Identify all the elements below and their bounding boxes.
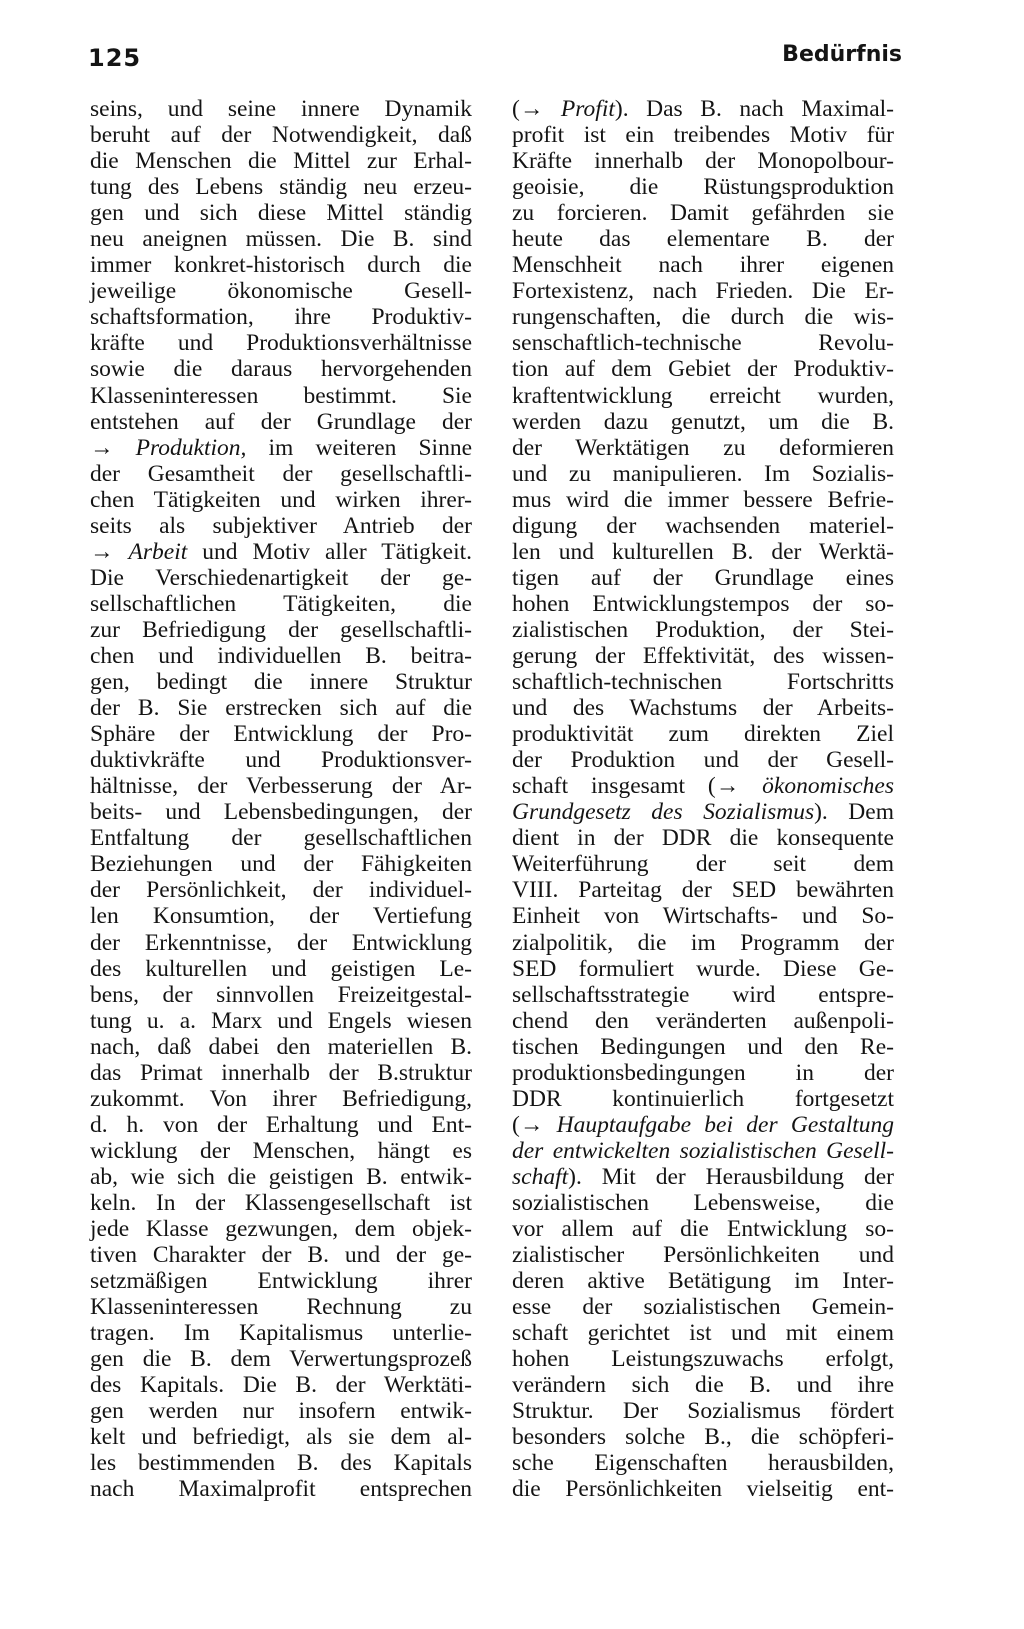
text-line <box>512 1424 894 1450</box>
text-segment: jede Klasse gezwungen, dem objek- <box>90 1216 472 1243</box>
right-text-column <box>512 96 894 1503</box>
text-segment: kräfte und Produktionsverhältnisse <box>90 330 472 357</box>
text-segment: Einheit von Wirtschafts- und So- <box>512 903 894 930</box>
text-line <box>90 1060 472 1086</box>
text-segment: bens, der sinnvollen Freizeitgestal- <box>90 981 472 1008</box>
text-line <box>90 304 472 330</box>
text-segment: chend den veränderten außenpoli- <box>512 1007 894 1034</box>
text-line <box>90 1320 472 1346</box>
text-segment: neu aneignen müssen. Die B. sind <box>90 226 472 253</box>
text-line <box>90 1190 472 1216</box>
text-segment: seins, und seine innere Dynamik <box>90 96 472 122</box>
text-segment: digung der wachsenden materiel- <box>512 512 894 539</box>
text-segment: hohen Entwicklungstempos der so- <box>512 590 894 617</box>
text-segment: Menschheit nach ihrer eigenen <box>512 252 894 279</box>
text-segment: keln. In der Klassengesellschaft ist <box>90 1189 472 1216</box>
text-line <box>512 1112 894 1138</box>
text-line <box>512 1320 894 1346</box>
text-line <box>512 174 894 200</box>
text-segment: chen und individuellen B. beitra- <box>90 642 472 669</box>
text-segment: vor allem auf die Entwicklung so- <box>512 1216 894 1243</box>
text-line <box>512 1216 894 1242</box>
text-segment: profit ist ein treibendes Motiv für <box>512 122 894 149</box>
text-line <box>512 1034 894 1060</box>
text-line <box>90 252 472 278</box>
text-line <box>512 200 894 226</box>
text-segment: esse der sozialistischen Gemein- <box>512 1294 894 1321</box>
text-segment: der Gesamtheit der gesellschaftli- <box>90 460 472 487</box>
text-line <box>512 825 894 851</box>
text-line <box>512 1294 894 1320</box>
text-segment: geoisie, die Rüstungsproduktion <box>512 174 894 201</box>
text-segment: zu forcieren. Damit gefährden sie <box>512 200 894 227</box>
text-line <box>90 825 472 851</box>
text-line <box>512 304 894 330</box>
text-segment: werden dazu genutzt, um die B. <box>512 408 894 435</box>
text-line <box>90 565 472 591</box>
text-segment: (→ <box>512 96 561 122</box>
text-line <box>512 1242 894 1268</box>
text-line <box>90 1268 472 1294</box>
text-line <box>512 1008 894 1034</box>
text-segment: deren aktive Betätigung im Inter- <box>512 1268 894 1295</box>
text-line <box>90 799 472 825</box>
text-line <box>512 1476 894 1502</box>
text-segment: (→ <box>512 1111 557 1138</box>
italic-text-segment: ökonomisches <box>762 773 894 800</box>
text-segment: die Menschen die Mittel zur Erhal- <box>90 148 472 175</box>
text-line <box>90 591 472 617</box>
text-segment: VIII. Parteitag der SED bewährten <box>512 877 894 904</box>
text-segment: heute das elementare B. der <box>512 226 894 253</box>
text-line <box>512 565 894 591</box>
text-segment: hohen Leistungszuwachs erfolgt, <box>512 1346 894 1373</box>
text-line <box>512 539 894 565</box>
text-line <box>512 747 894 773</box>
text-segment: len und kulturellen B. der Werktä- <box>512 538 894 565</box>
text-segment: ). Dem <box>814 799 894 826</box>
text-line <box>512 930 894 956</box>
text-segment: zialpolitik, die im Programm der <box>512 929 894 956</box>
text-segment: duktivkräfte und Produktionsver- <box>90 747 472 774</box>
text-line <box>90 356 472 382</box>
text-line <box>90 539 472 565</box>
text-line <box>90 487 472 513</box>
text-line <box>90 513 472 539</box>
text-line <box>512 982 894 1008</box>
text-segment: sellschaftlichen Tätigkeiten, die <box>90 590 472 617</box>
text-segment: der Persönlichkeit, der individuel- <box>90 877 472 904</box>
text-line <box>512 383 894 409</box>
text-line <box>90 1476 472 1502</box>
text-segment: Sphäre der Entwicklung der Pro- <box>90 721 472 748</box>
text-line <box>512 851 894 877</box>
text-segment: tragen. Im Kapitalismus unterlie- <box>90 1320 472 1347</box>
text-segment: schaftlich-technischen Fortschritts <box>512 669 894 696</box>
text-line <box>512 1372 894 1398</box>
text-segment: der Werktätigen zu deformieren <box>512 434 894 461</box>
text-line <box>512 252 894 278</box>
text-segment: Weiterführung der seit dem <box>512 851 894 878</box>
text-segment: ab, wie sich die geistigen B. entwik- <box>90 1163 472 1190</box>
text-segment: nach Maximalprofit entsprechen <box>90 1476 472 1503</box>
text-segment: tischen Bedingungen und den Re- <box>512 1033 894 1060</box>
text-segment: setzmäßigen Entwicklung ihrer <box>90 1268 472 1295</box>
text-line <box>512 591 894 617</box>
text-line <box>512 409 894 435</box>
text-line <box>512 96 894 122</box>
text-line <box>512 721 894 747</box>
text-segment: des kulturellen und geistigen Le- <box>90 955 472 982</box>
text-segment: d. h. von der Erhaltung und Ent- <box>90 1111 472 1138</box>
text-segment: sche Eigenschaften herausbilden, <box>512 1450 894 1477</box>
text-segment: wicklung der Menschen, hängt es <box>90 1137 472 1164</box>
text-line <box>90 1216 472 1242</box>
text-line <box>512 1268 894 1294</box>
text-line <box>90 226 472 252</box>
text-line <box>512 356 894 382</box>
text-line <box>90 148 472 174</box>
text-segment: schaft insgesamt (→ <box>512 773 763 800</box>
text-segment: Struktur. Der Sozialismus fördert <box>512 1398 894 1425</box>
text-segment: beits- und Lebensbedingungen, der <box>90 799 472 826</box>
italic-text-segment: schaft <box>512 1163 569 1190</box>
text-line <box>512 643 894 669</box>
italic-text-segment: Hauptaufgabe bei der Gestaltung <box>556 1111 894 1138</box>
text-line <box>512 799 894 825</box>
text-segment: gerung der Effektivität, des wissen- <box>512 642 894 669</box>
text-line <box>90 1346 472 1372</box>
text-line <box>90 773 472 799</box>
text-segment: Klasseninteressen bestimmt. Sie <box>90 382 472 409</box>
text-segment: ). Das B. nach Maximal- <box>614 96 895 122</box>
text-segment: Beziehungen und der Fähigkeiten <box>90 851 472 878</box>
text-segment: senschaftlich-technische Revolu- <box>512 330 894 357</box>
text-line <box>90 278 472 304</box>
text-segment: zur Befriedigung der gesellschaftli- <box>90 616 472 643</box>
text-segment: produktionsbedingungen in der <box>512 1059 894 1086</box>
text-line <box>90 695 472 721</box>
text-segment: tung des Lebens ständig neu erzeu- <box>90 174 472 201</box>
running-head: Bedürfnis <box>782 42 902 67</box>
text-segment: chen Tätigkeiten und wirken ihrer- <box>90 486 472 513</box>
text-segment: beruht auf der Notwendigkeit, daß <box>90 122 472 149</box>
text-line <box>90 721 472 747</box>
text-segment: des Kapitals. Die B. der Werktäti- <box>90 1372 472 1399</box>
text-segment: kraftentwicklung erreicht wurden, <box>512 382 894 409</box>
text-line <box>90 330 472 356</box>
text-segment: der B. Sie erstrecken sich auf die <box>90 695 472 722</box>
text-line <box>90 96 472 122</box>
text-segment: gen und sich diese Mittel ständig <box>90 200 472 227</box>
text-segment: Kräfte innerhalb der Monopolbour- <box>512 148 894 175</box>
text-line <box>512 617 894 643</box>
text-line <box>90 617 472 643</box>
text-line <box>512 903 894 929</box>
text-segment: sellschaftsstrategie wird entspre- <box>512 981 894 1008</box>
text-segment: gen die B. dem Verwertungsprozeß <box>90 1346 472 1373</box>
text-segment: produktivität zum direkten Ziel <box>512 721 894 748</box>
text-segment: schaftsformation, ihre Produktiv- <box>90 304 472 331</box>
text-line <box>90 1242 472 1268</box>
text-segment: im weiteren Sinne <box>246 434 473 461</box>
text-segment: schaft gerichtet ist und mit einem <box>512 1320 894 1347</box>
text-segment: besonders solche B., die schöpferi- <box>512 1424 894 1451</box>
text-segment: hältnisse, der Verbesserung der Ar- <box>90 773 472 800</box>
text-line <box>512 695 894 721</box>
text-segment: gen, bedingt die innere Struktur <box>90 669 472 696</box>
text-line <box>90 1294 472 1320</box>
text-line <box>90 1008 472 1034</box>
text-segment: nach, daß dabei den materiellen B. <box>90 1033 472 1060</box>
text-segment: der Produktion und der Gesell- <box>512 747 894 774</box>
text-line <box>90 747 472 773</box>
text-segment: Entfaltung der gesellschaftlichen <box>90 825 472 852</box>
text-line <box>90 851 472 877</box>
text-segment: tigen auf der Grundlage eines <box>512 564 894 591</box>
text-segment: das Primat innerhalb der B.struktur <box>90 1059 472 1086</box>
text-line <box>512 1190 894 1216</box>
text-line <box>512 956 894 982</box>
text-line <box>512 1398 894 1424</box>
text-segment: SED formuliert wurde. Diese Ge- <box>512 955 894 982</box>
text-segment: kelt und befriedigt, als sie dem al- <box>90 1424 472 1451</box>
text-segment: und des Wachstums der Arbeits- <box>512 695 894 722</box>
text-segment: DDR kontinuierlich fortgesetzt <box>512 1085 894 1112</box>
text-segment: entstehen auf der Grundlage der <box>90 408 472 435</box>
text-line <box>512 773 894 799</box>
text-line <box>512 148 894 174</box>
text-segment: gen werden nur insofern entwik- <box>90 1398 472 1425</box>
text-line <box>90 930 472 956</box>
text-line <box>90 122 472 148</box>
text-segment: → <box>90 538 129 565</box>
text-line <box>90 435 472 461</box>
italic-text-segment: Profit <box>560 96 615 122</box>
text-segment: Fortexistenz, nach Frieden. Die Er- <box>512 278 894 305</box>
text-line <box>512 1138 894 1164</box>
text-segment: tiven Charakter der B. und der ge- <box>90 1242 472 1269</box>
text-line <box>90 174 472 200</box>
text-line <box>90 903 472 929</box>
italic-text-segment: Produktion, <box>135 434 247 461</box>
text-line <box>512 461 894 487</box>
text-segment: zialistischen Produktion, der Stei- <box>512 616 894 643</box>
italic-text-segment: Grundgesetz des Sozialismus <box>512 799 815 826</box>
text-line <box>512 1086 894 1112</box>
text-segment: tung u. a. Marx und Engels wiesen <box>90 1007 472 1034</box>
text-line <box>90 383 472 409</box>
text-line <box>90 982 472 1008</box>
text-line <box>512 513 894 539</box>
text-line <box>512 1450 894 1476</box>
text-line <box>90 1450 472 1476</box>
text-line <box>90 1164 472 1190</box>
text-segment: zialistischer Persönlichkeiten und <box>512 1242 894 1269</box>
text-line <box>90 200 472 226</box>
text-line <box>512 669 894 695</box>
text-line <box>512 330 894 356</box>
italic-text-segment: der entwickelten sozialistischen Gesell- <box>512 1137 894 1164</box>
text-line <box>512 278 894 304</box>
text-line <box>90 1086 472 1112</box>
page-number: 125 <box>88 44 142 72</box>
text-segment: les bestimmenden B. des Kapitals <box>90 1450 472 1477</box>
text-segment: rungenschaften, die durch die wis- <box>512 304 894 331</box>
text-segment: → <box>90 434 136 461</box>
text-segment: len Konsumtion, der Vertiefung <box>90 903 472 930</box>
text-line <box>512 1060 894 1086</box>
text-segment: Die Verschiedenartigkeit der ge- <box>90 564 472 591</box>
text-line <box>512 1164 894 1190</box>
text-segment: sozialistischen Lebensweise, die <box>512 1189 894 1216</box>
text-line <box>512 877 894 903</box>
text-line <box>512 1346 894 1372</box>
italic-text-segment: Arbeit <box>128 538 188 565</box>
text-segment: seits als subjektiver Antrieb der <box>90 512 472 539</box>
text-segment: jeweilige ökonomische Gesell- <box>90 278 472 305</box>
text-line <box>90 1424 472 1450</box>
text-line <box>90 1034 472 1060</box>
text-line <box>90 409 472 435</box>
text-segment: mus wird die immer bessere Befrie- <box>512 486 894 513</box>
text-segment: die Persönlichkeiten vielseitig ent- <box>512 1476 894 1503</box>
left-text-column <box>90 96 472 1503</box>
text-line <box>512 122 894 148</box>
text-segment: Klasseninteressen Rechnung zu <box>90 1294 472 1321</box>
text-line <box>512 226 894 252</box>
text-line <box>512 487 894 513</box>
text-segment: dient in der DDR die konsequente <box>512 825 894 852</box>
text-line <box>90 1372 472 1398</box>
text-segment: ). Mit der Herausbildung der <box>568 1163 894 1190</box>
text-line <box>90 877 472 903</box>
text-line <box>90 643 472 669</box>
text-line <box>90 956 472 982</box>
text-line <box>90 1398 472 1424</box>
text-segment: zukommt. Von ihrer Befriedigung, <box>90 1085 472 1112</box>
text-segment: sowie die daraus hervorgehenden <box>90 356 472 383</box>
text-line <box>512 435 894 461</box>
text-line <box>90 1138 472 1164</box>
text-segment: immer konkret-historisch durch die <box>90 252 472 279</box>
text-segment: und zu manipulieren. Im Sozialis- <box>512 460 894 487</box>
text-line <box>90 461 472 487</box>
text-segment: tion auf dem Gebiet der Produktiv- <box>512 356 894 383</box>
text-segment: verändern sich die B. und ihre <box>512 1372 894 1399</box>
text-line <box>90 669 472 695</box>
text-line <box>90 1112 472 1138</box>
text-segment: und Motiv aller Tätigkeit. <box>187 538 473 565</box>
text-segment: der Erkenntnisse, der Entwicklung <box>90 929 472 956</box>
